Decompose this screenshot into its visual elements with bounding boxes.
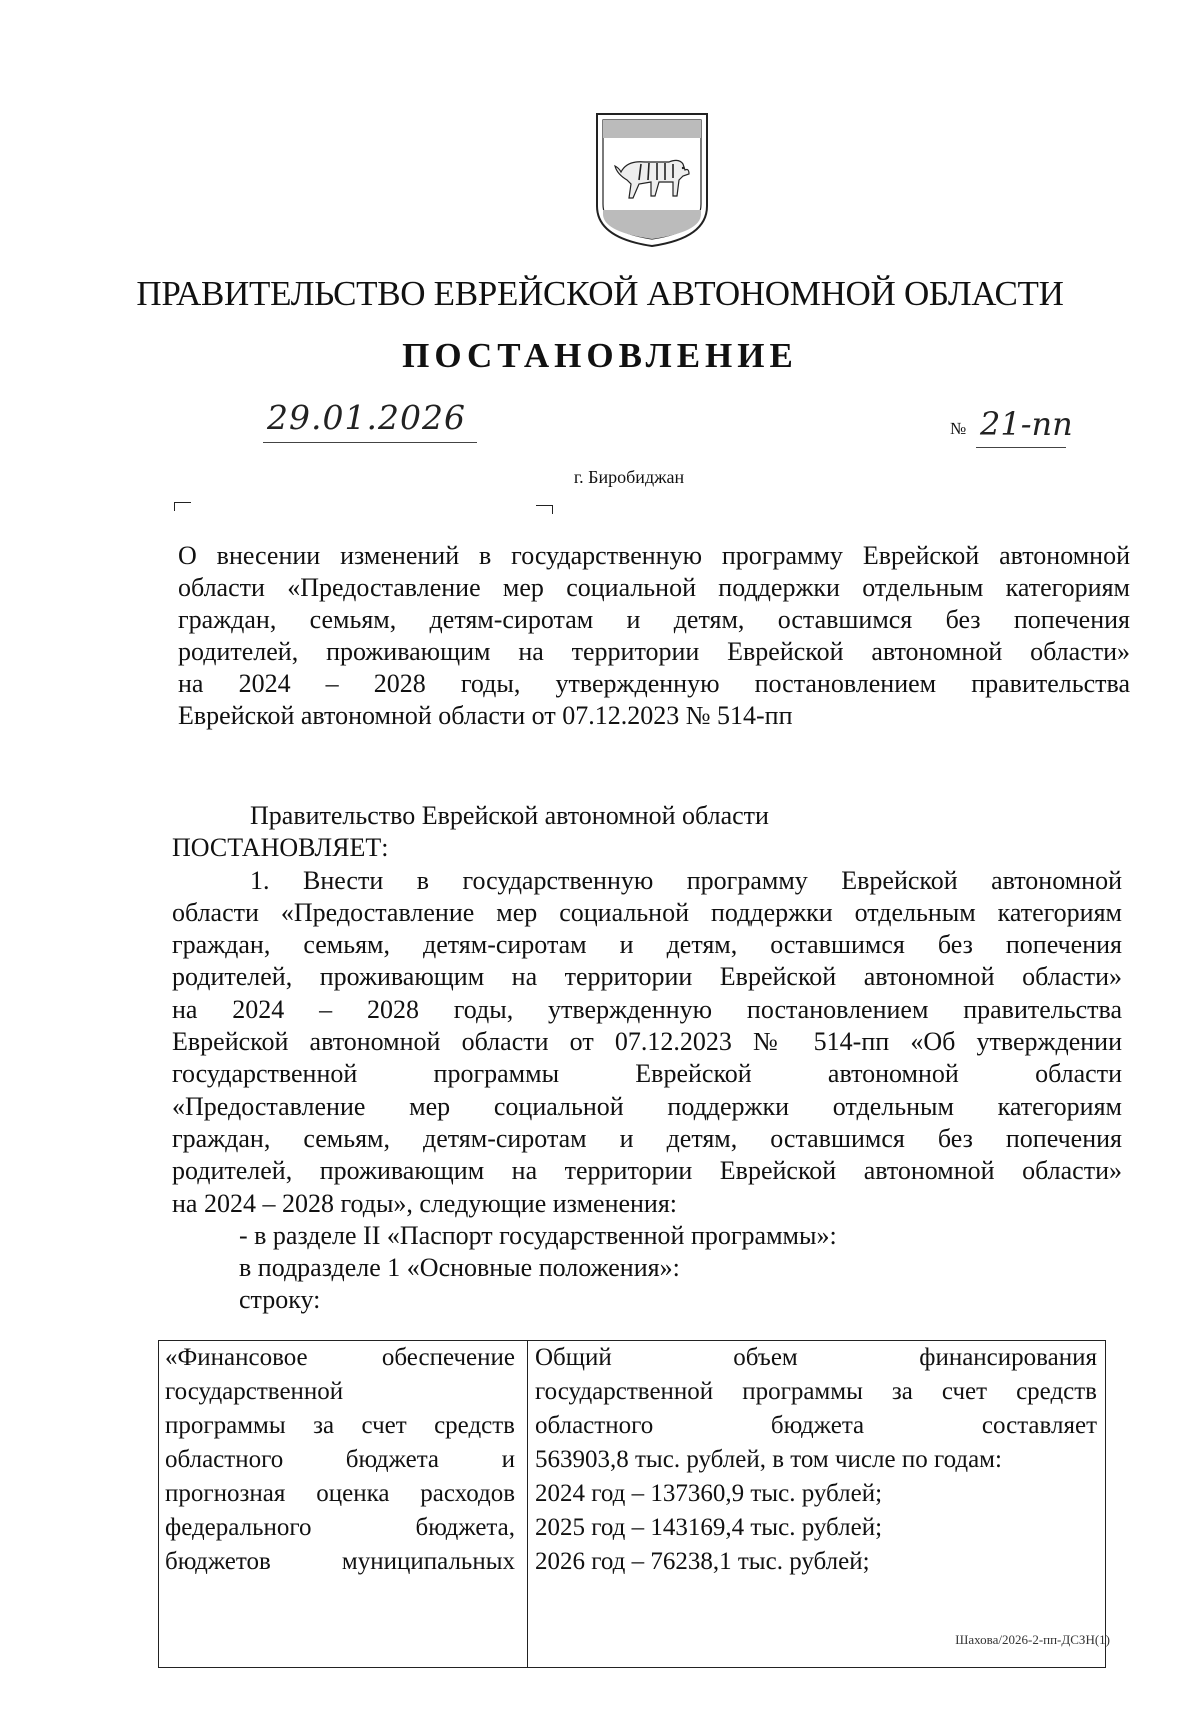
handwritten-date: 29.01.2026 — [267, 398, 466, 437]
table-label-line: программы за счет средств — [165, 1412, 515, 1439]
handwritten-number: 21-пп — [980, 405, 1073, 443]
title-bracket-left — [174, 502, 191, 511]
title-line: граждан, семьям, детям-сиротам и детям, оставшимся без попечения — [178, 605, 1130, 634]
item-1-line: родителей, проживающим на территории Еврейской автономной области» — [172, 962, 1122, 992]
resolves-text: ПОСТАНОВЛЯЕТ: — [172, 833, 389, 863]
document-body — [172, 800, 1122, 1317]
subitem-subsection: в подразделе 1 «Основные положения»: — [239, 1253, 680, 1283]
item-1-line: Еврейской автономной области от 07.12.2023 № 514-пп «Об утверждении — [172, 1027, 1122, 1057]
item-1-line: граждан, семьям, детям-сиротам и детям, оставшимся без попечения — [172, 1123, 1122, 1153]
table-value-line: 2025 год – 143169,4 тыс. рублей; — [535, 1514, 883, 1541]
table-value-line: государственной программы за счет средств — [535, 1378, 1097, 1405]
item-1-line: на 2024 – 2028 годы», следующие изменения: — [172, 1188, 678, 1218]
table-value-line: 2024 год – 137360,9 тыс. рублей; — [535, 1480, 883, 1507]
subitem-section: - в разделе II «Паспорт государственной программы»: — [239, 1220, 837, 1250]
table-label-line: прогнозная оценка расходов — [165, 1480, 515, 1507]
financing-table — [158, 1340, 1106, 1668]
government-title: ПРАВИТЕЛЬСТВО ЕВРЕЙСКОЙ АВТОНОМНОЙ ОБЛАСТИ — [136, 274, 1064, 313]
title-line: Еврейской автономной области от 07.12.2023 № 514-пп — [178, 701, 793, 730]
table-cell-label — [165, 1341, 515, 1667]
table-column-divider — [527, 1341, 528, 1667]
title-line: О внесении изменений в государственную программу Еврейской автономной — [178, 541, 1130, 570]
preamble-text: Правительство Еврейской автономной области — [250, 801, 769, 830]
table-value-line: областного бюджета составляет — [535, 1412, 1097, 1439]
city-name: г. Биробиджан — [573, 467, 685, 487]
item-1-line: граждан, семьям, детям-сиротам и детям, оставшимся без попечения — [172, 930, 1122, 960]
table-value-line: 563903,8 тыс. рублей, в том числе по годам: — [535, 1446, 1002, 1473]
table-label-line: «Финансовое обеспечение — [165, 1344, 515, 1371]
item-1-line: 1. Внести в государственную программу Еврейской автономной — [250, 865, 1122, 895]
title-line: области «Предоставление мер социальной поддержки отдельным категориям — [178, 573, 1130, 602]
item-1-line: государственной программы Еврейской автономной области — [172, 1059, 1122, 1089]
document-type-heading: ПОСТАНОВЛЕНИЕ — [402, 336, 798, 375]
table-cell-value — [535, 1341, 1097, 1667]
table-label-line: областного бюджета и — [165, 1446, 515, 1473]
table-label-line: федерального бюджета, — [165, 1514, 515, 1541]
number-sign: № — [950, 419, 967, 438]
item-1-line: родителей, проживающим на территории Еврейской автономной области» — [172, 1156, 1122, 1186]
table-value-line: Общий объем финансирования — [535, 1344, 1097, 1371]
table-label-line: государственной — [165, 1378, 344, 1405]
document-date-field — [263, 398, 477, 443]
title-bracket-right — [536, 505, 553, 514]
title-line: родителей, проживающим на территории Еврейской автономной области» — [178, 637, 1130, 666]
title-line: на 2024 – 2028 годы, утвержденную постановлением правительства — [178, 669, 1130, 698]
subitem-row: строку: — [239, 1285, 321, 1315]
item-1-line: на 2024 – 2028 годы, утвержденную постановлением правительства — [172, 994, 1122, 1024]
item-1-line: области «Предоставление мер социальной поддержки отдельным категориям — [172, 897, 1122, 927]
table-value-line: 2026 год – 76238,1 тыс. рублей; — [535, 1548, 870, 1575]
number-underline — [976, 447, 1066, 448]
table-label-line: бюджетов муниципальных — [165, 1548, 515, 1575]
coat-of-arms-tiger-icon — [593, 110, 711, 250]
document-number-field — [950, 405, 1090, 445]
footer-reference: Шахова/2026-2-пп-ДСЗН(1) — [955, 1632, 1110, 1647]
item-1-line: «Предоставление мер социальной поддержки отдельным категориям — [172, 1091, 1122, 1121]
document-title — [178, 540, 1130, 732]
